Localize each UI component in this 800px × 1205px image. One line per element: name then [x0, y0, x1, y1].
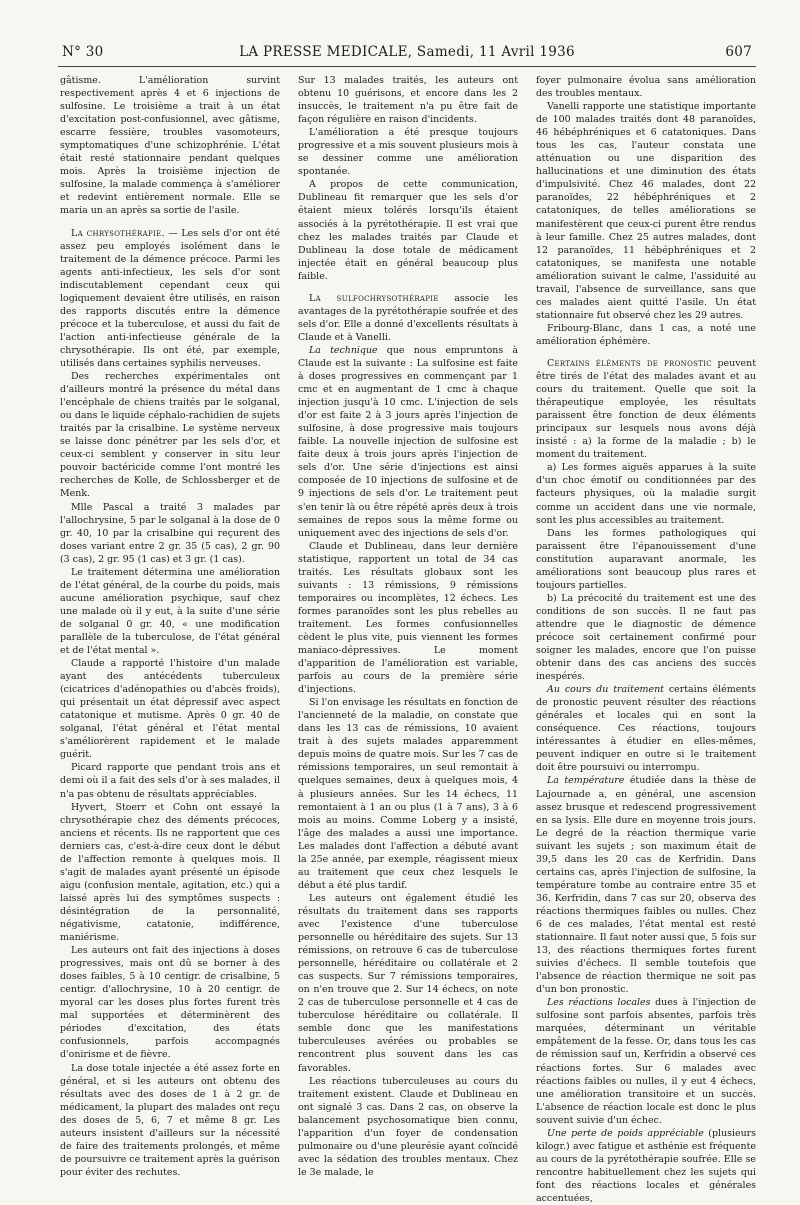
paragraph-text: Fribourg-Blanc, dans 1 cas, a noté une amélioration éphémère. [536, 322, 756, 347]
paragraph-text: Sur 13 malades traités, les auteurs ont obtenu 10 guérisons, et encore dans les 2 insuccès, le traitement n'a pu être fait de façon régulière en raison d'incidents. [298, 75, 518, 126]
paragraph-text: que nous empruntons à Claude est la suivante : La sulfosine est faite à doses progressives en commençant par 1 cmc et en augmentant de 1 cmc à chaque injection jusqu'à 10 cmc. L'injection de sels d'or est faite 2 à 3 jours après l'injection de sulfosine, à dose progressive mais toujours faible. La nouvelle injection de sulfosine est faite deux à trois jours après l'injection de sels d'or. Une série d'injections est ainsi composée de 10 injections de sulfosine et de 9 injections de sels d'or. Le traitement peut s'en tenir là ou être répété après deux à trois semaines de repos sous la même forme ou uniquement avec des injections de sels d'or. [298, 344, 519, 539]
paragraph-text: Claude et Dublineau, dans leur dernière statistique, rapportent un total de 34 cas traités. Les résultats globaux sont les suivants : 13 rémissions, 9 rémissions temporaires ou incomplètes, 12 échecs. Les formes paranoïdes sont les plus rebelles au traitement. Les formes confusionnelles cèdent le plus vite, puis viennent les formes maniaco-dépressives. Le moment d'apparition de l'amélioration est variable, parfois au cours de la première série d'injections. [298, 540, 518, 696]
paragraph-text: La dose totale injectée a été assez forte en général, et si les auteurs ont obtenu des résultats avec des doses de 1 à 2 gr. de médicament, la plupart des malades ont reçu des doses de 5, 6, 7 et même 8 gr. Les auteurs insistent d'ailleurs sur la nécessité de faire des traitements prolongés, et même de poursuivre ce traitement après la guérison pour éviter des rechutes. [60, 1062, 280, 1178]
paragraph [536, 592, 756, 683]
paragraph-text: Dans les formes pathologiques qui paraissent être l'épanouissement d'une constitution auparavant anormale, les améliorations sont beaucoup plus rares et toujours partielles. [536, 527, 756, 591]
paragraph-text: dues à l'injection de sulfosine sont parfois absentes, parfois très marquées, déterminant un véritable empâtement de la fesse. Or, dans tous les cas de rémission sauf un, Kerfridin a observé ces réactions fortes. Sur 6 malades avec réactions faibles ou nulles, il y eut 4 échecs, une amélioration transitoire et un succès. L'absence de réaction locale est donc le plus souvent suivie d'un échec. [536, 997, 756, 1126]
paragraph-text: a) Les formes aiguës apparues à la suite d'un choc émotif ou conditionnées par des facteurs physiques, où la maladie surgit comme un accident dans une vie normale, sont les plus accessibles au traitement. [536, 462, 756, 526]
paragraph [298, 178, 518, 282]
paragraph-text: foyer pulmonaire évolua sans amélioration des troubles mentaux. [536, 75, 756, 100]
issue-number: N° 30 [62, 44, 104, 60]
paragraph [536, 1127, 756, 1205]
paragraph [298, 126, 518, 178]
paragraph [536, 74, 756, 100]
paragraph-text: Les réactions tuberculeuses au cours du traitement existent. Claude et Dublineau en ont signalé 3 cas. Dans 2 cas, on observe la balancement psychosomatique bien connu, l'apparition d'un foyer de condensation pulmonaire ou d'une pleurésie ayant coïncidé avec la sédation des troubles mentaux. Chez le 3e malade, le [298, 1075, 518, 1178]
paragraph [298, 540, 518, 697]
paragraph [298, 1075, 518, 1179]
paragraph [60, 74, 280, 218]
paragraph-text: L'amélioration a été presque toujours progressive et a mis souvent plusieurs mois à se dessiner comme une amélioration spontanée. [298, 127, 518, 178]
paragraph-text: Vanelli rapporte une statistique importante de 100 malades traités dont 48 paranoïdes, 46 hébéphréniques et 6 catatoniques. Dans tous les cas, l'auteur constata une atténuation ou une disparition des hallucinations et une diminution des états d'impulsivité. Chez 46 malades, dont 22 paranoïdes, 22 hébéphréniques et 2 catatoniques, de telles améliorations se manifestèrent que ceux-ci purent être rendus à leur famille. Chez 25 autres malades, dont 12 paranoïdes, 11 hébéphréniques et 2 catatoniques, se manifesta une notable amélioration suivant le calme, l'assiduité au travail, l'absence de surveillance, sans que ces malades aient quitté l'asile. Un état stationnaire fut observé chez les 29 autres. [536, 101, 756, 321]
paragraph-text: — Les sels d'or ont été assez peu employés isolément dans le traitement de la démence précoce. Parmi les agents anti-infectieux, les sels d'or sont indiscutablement cependant ceux qui logiquement devaient être utilisés, en raison des rapports discutés entre la démence précoce et la tuberculose, et aussi du fait de l'action anti-infectieuse générale de la chrysothérapie. Ils ont été, par exemple, utilisés dans certaines syphilis nerveuses. [60, 227, 280, 369]
paragraph [60, 944, 280, 1061]
paragraph-text: Mlle Pascal a traité 3 malades par l'allochrysine, 5 par le solganal à la dose de 0 gr. 40, 10 par la crisalbine qui reçurent des doses variant entre 2 gr. 35 (5 cas), 2 gr. 90 (3 cas), 2 gr. 95 (1 cas) et 3 gr. (1 cas). [60, 501, 280, 565]
paragraph-text: Picard rapporte que pendant trois ans et demi où il a fait des sels d'or à ses malades, il n'a pas obtenu de résultats appréciables. [60, 762, 280, 800]
paragraph [536, 683, 756, 774]
paragraph-text: Des recherches expérimentales ont d'ailleurs montré la présence du métal dans l'encéphale de chiens traités par le solganal, ou dans le liquide céphalo-rachidien de sujets traités par la crisalbine. Le système nerveux se laisse donc pénétrer par les sels d'or, et ceux-ci semblent y conserver in situ leur pouvoir bactéricide comme l'ont montré les recherches de Kolle, de Schlossberger et de Menk. [60, 371, 280, 500]
paragraph [60, 657, 280, 761]
paragraph-text: Si l'on envisage les résultats en fonction de l'ancienneté de la maladie, on constate que dans les 13 cas de rémissions, 10 avaient trait à des sujets malades apparemment depuis moins de quatre mois. Sur les 7 cas de rémissions temporaires, un seul remontait à quelques semaines, deux à quelques mois, 4 à plusieurs années. Sur les 14 échecs, 11 remontaient à 1 an ou plus (1 à 7 ans), 3 à 6 mois au moins. Comme Loberg y a insisté, l'âge des malades a aussi une importance. Les malades dont l'affection a débuté avant la 25e année, par exemple, réagissent mieux au traitement que ceux chez lesquels le début a été plus tardif. [298, 697, 518, 891]
paragraph [60, 227, 280, 371]
paragraph [60, 370, 280, 500]
section-lead: La sulfochrysothérapie [309, 292, 439, 304]
paragraph [298, 74, 518, 126]
paragraph-text: gâtisme. L'amélioration survint respectivement après 4 et 6 injections de sulfosine. Le troisième a trait à un état d'excitation post-confusionnel, avec gâtisme, escarre fessière, troubles vasomoteurs, symptomatiques d'une schizophrénie. L'état était resté stationnaire pendant quelques mois. Après la troisième injection de sulfosine, la malade commença à s'améliorer et redevint entièrement normale. Elle se maria un an après sa sortie de l'asile. [60, 75, 280, 217]
paragraph [536, 100, 756, 322]
section-lead: La chrysothérapie. [71, 227, 165, 239]
paragraph-text: certains éléments de pronostic peuvent résulter des réactions générales et locales qui en sont la conséquence. Ces réactions, toujours intéressantes à étudier en elles-mêmes, peuvent indiquer en outre si le traitement doit être poursuivi ou interrompu. [536, 684, 756, 774]
paragraph [298, 892, 518, 1075]
paragraph [60, 566, 280, 657]
paragraph-text: étudiée dans la thèse de Lajournade a, en général, une ascension assez brusque et redescend progressivement en sa lysis. Elle dure en moyenne trois jours. Le degré de la réaction thermique varie suivant les sujets ; son maximum était de 39,5 dans les 20 cas de Kerfridin. Dans certains cas, après l'injection de sulfosine, la température tombe au contraire entre 35 et 36. Kerfridin, dans 7 cas sur 20, observa des réactions thermiques faibles ou nulles. Chez 6 de ces malades, l'état mental est resté stationnaire. Il faut noter aussi que, 5 fois sur 13, des réactions thermiques fortes furent suivies d'échecs. Il semble toutefois que l'absence de réaction thermique ne soit pas d'un bon pronostic. [536, 775, 756, 996]
italic-lead: Une perte de poids appréciable [547, 1127, 704, 1139]
paragraph [298, 292, 518, 344]
paragraph [60, 1062, 280, 1179]
italic-lead: La température [547, 775, 625, 787]
paragraph-text: Le traitement détermina une amélioration de l'état général, de la courbe du poids, mais aucune amélioration psychique, sauf chez une malade où il y eut, à la suite d'une série de solganal 0 gr. 40, « une modification parallèle de la tuberculose, de l'état général et de l'état mental ». [60, 566, 280, 657]
italic-lead: Au cours du traitement [547, 684, 664, 696]
italic-lead: La technique [309, 344, 378, 356]
paragraph-text: Hyvert, Stoerr et Cohn ont essayé la chrysothérapie chez des déments précoces, anciens et récents. Ils ne rapportent que ces derniers cas, c'est-à-dire ceux dont le début de l'affection remonte à quelques mois. Il s'agit de malades ayant présenté un épisode aigu (confusion mentale, agitation, etc.) qui a laissé après lui des symptômes suspects : désintégration de la personnalité, négativisme, catatonie, indifférence, maniérisme. [60, 801, 280, 944]
paragraph [60, 801, 280, 945]
paragraph-text: Les auteurs ont fait des injections à doses progressives, mais ont dû se borner à des doses faibles, 5 à 10 centigr. de crisalbine, 5 centigr. d'allochrysine, 10 à 20 centigr. de myoral car les doses plus fortes furent très mal supportées et déterminèrent des périodes d'excitation, des états confusionnels, parfois accompagnés d'onirisme et de fièvre. [60, 945, 280, 1061]
header-rule [58, 66, 756, 67]
column-2 [298, 74, 519, 1178]
paragraph-text: associe les avantages de la pyrétothérapie soufrée et des sels d'or. Elle a donné d'excellents résultats à Claude et à Vanelli. [298, 292, 518, 343]
running-header [62, 40, 752, 64]
paragraph [536, 322, 756, 348]
paragraph [536, 461, 756, 526]
paragraph-text: Les auteurs ont également étudié les résultats du traitement dans ses rapports avec l'existence d'une tuberculose personnelle ou héréditaire des sujets. Sur 13 rémissions, on retrouve 6 cas de tuberculose personnelle, héréditaire ou collatérale et 2 cas suspects. Sur 7 rémissions temporaires, on n'en trouve que 2. Sur 14 échecs, on note 2 cas de tuberculose personnelle et 4 cas de tuberculose héréditaire ou collatérale. Il semble donc que les manifestations tuberculeuses avérées ou probables se rencontrent plus souvent dans les cas favorables. [298, 892, 518, 1074]
paragraph [536, 996, 756, 1126]
paragraph [60, 501, 280, 566]
paragraph [298, 696, 518, 892]
paragraph [298, 344, 518, 540]
column-1 [60, 74, 280, 1178]
italic-lead: Les réactions locales [547, 997, 651, 1009]
paragraph [536, 357, 756, 461]
paragraph-text: Claude a rapporté l'histoire d'un malade ayant des antécédents tuberculeux (cicatrices d'adénopathies ou d'abcès froids), qui présentait un état dépressif avec aspect catatonique et mutisme. Après 0 gr. 40 de solganal, l'état général et l'état mental s'améliorèrent rapidement et le malade guérit. [60, 658, 280, 761]
paragraph-text: A propos de cette communication, Dublineau fit remarquer que les sels d'or étaient mieux tolérés lorsqu'ils étaient associés à la pyrétothérapie. Il est vrai que chez les malades traités par Claude et Dublineau la dose totale de médicament injectée était en général beaucoup plus faible. [298, 179, 518, 282]
paragraph [536, 774, 756, 996]
paragraph [536, 527, 756, 592]
paragraph-text: (plusieurs kilogr.) avec fatigue et asthénie est fréquente au cours de la pyrétothérapie soufrée. Elle se rencontre habituellement chez les sujets qui font des réactions locales et générales accentuées, [536, 1127, 757, 1204]
paragraph-text: b) La précocité du traitement est une des conditions de son succès. Il ne faut pas attendre que le diagnostic de démence précoce soit certainement confirmé pour soigner les malades, encore que l'on puisse obtenir dans des cas anciens des succès inespérés. [536, 592, 756, 683]
column-3 [536, 74, 757, 1204]
paragraph [60, 761, 280, 800]
section-lead: Certains éléments de pronostic [547, 357, 712, 369]
page-number: 607 [725, 44, 752, 60]
journal-title: LA PRESSE MEDICALE, Samedi, 11 Avril 1936 [239, 44, 575, 60]
paragraph-text: peuvent être tirés de l'état des malades avant et au cours du traitement. Quelle que soit la thérapeutique employée, les résultats paraissent être fonction de deux éléments principaux sur lesquels nous avons déjà insisté : a) la forme de la maladie ; b) le moment du traitement. [536, 357, 756, 461]
